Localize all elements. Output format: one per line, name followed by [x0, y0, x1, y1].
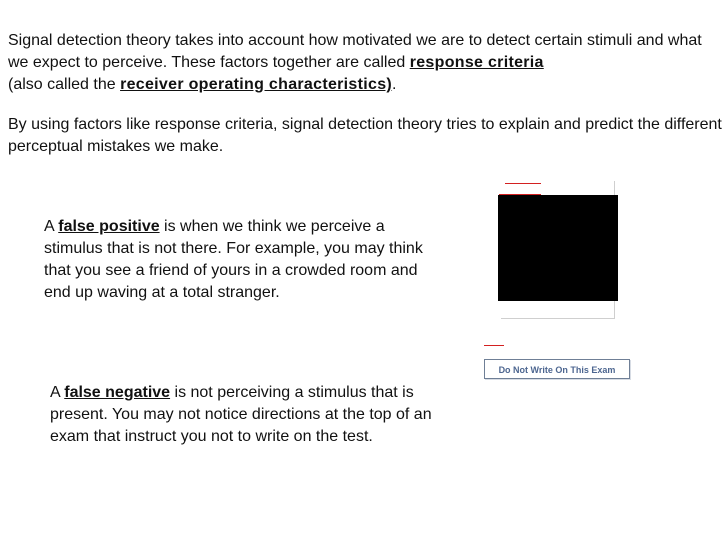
exam-label-box: Do Not Write On This Exam: [484, 359, 630, 379]
false-negative-term: false negative: [64, 384, 171, 401]
intro-paragraph: Signal detection theory takes into account how motivated we are to detect certain stimuli and what we expect to perceive. These factors together are called response criteria (also called the receiver operating characteristics).: [8, 32, 702, 93]
roc-term: receiver operating characteristics): [120, 76, 393, 93]
black-image: [498, 195, 618, 301]
red-mark-top: [505, 183, 541, 184]
false-positive-term: false positive: [58, 218, 160, 235]
second-paragraph: By using factors like response criteria, signal detection theory tries to explain and predict the different perceptual mistakes we make.: [8, 116, 722, 155]
false-positive-text: A false positive is when we think we perceive a stimulus that is not there. For example, you may think that you see a friend of yours in a crowded room and end up waving at a total stranger.: [44, 218, 423, 301]
response-criteria-term: response criteria: [409, 54, 544, 71]
red-mark-lower: [484, 345, 504, 346]
false-negative-text: A false negative is not perceiving a stimulus that is present. You may not notice directions at the top of an exam that instruct you not to write on the test.: [50, 384, 432, 445]
